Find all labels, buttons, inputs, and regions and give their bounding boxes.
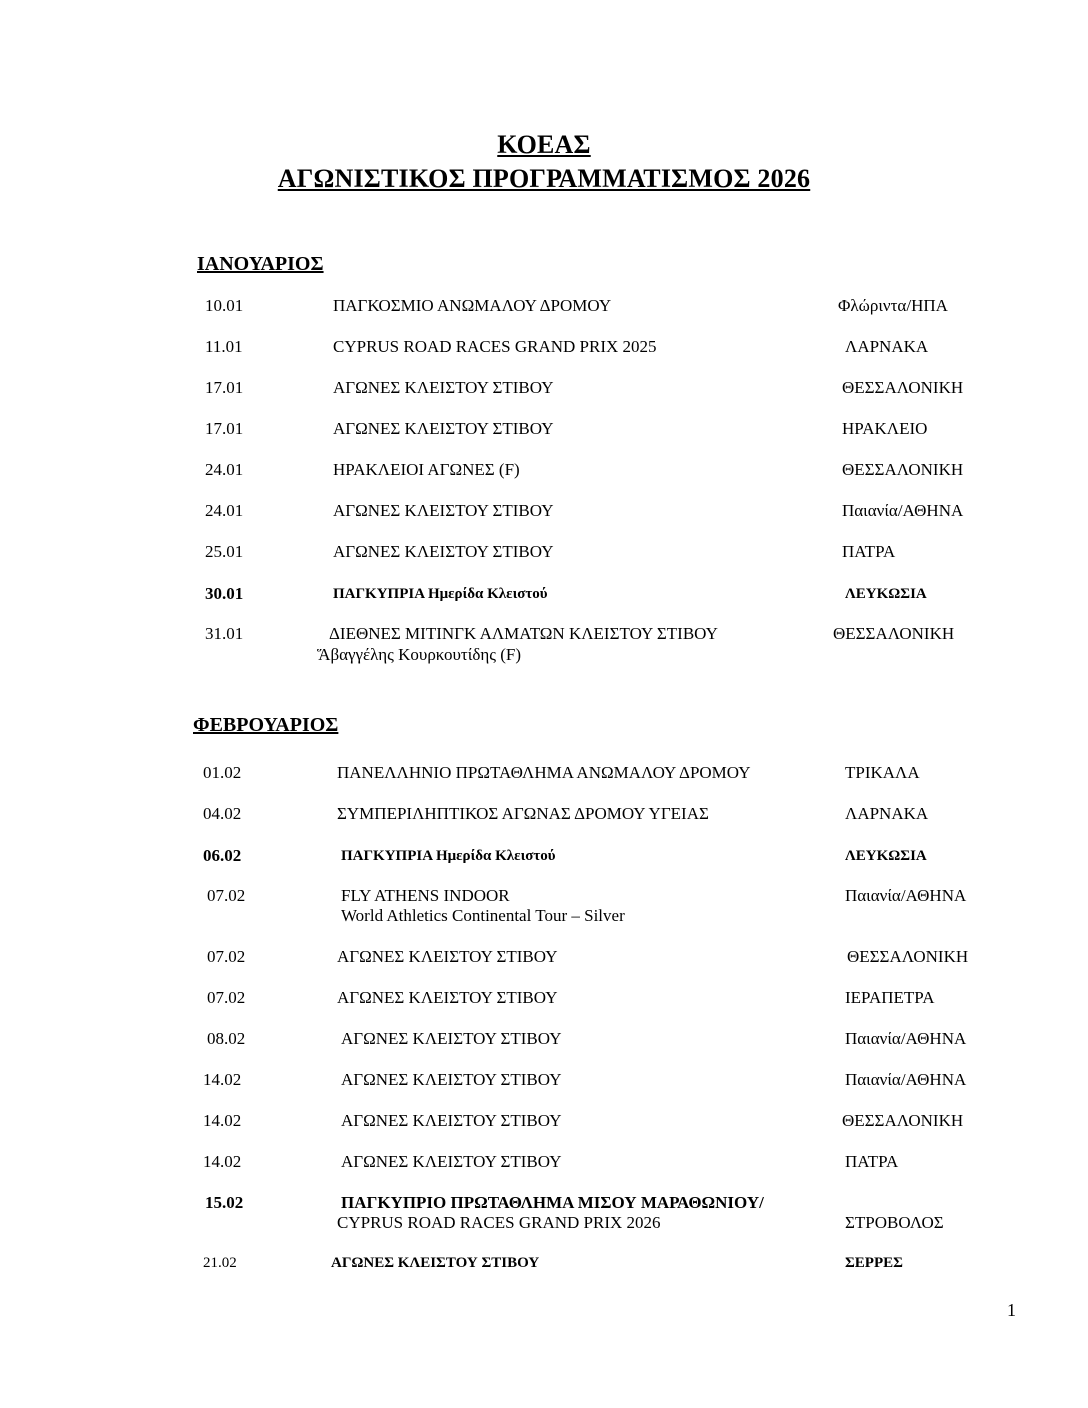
event-date: 14.02 [203, 1070, 242, 1089]
event-location: ΛΑΡΝΑΚΑ [845, 337, 929, 356]
event-location: ΗΡΑΚΛΕΙΟ [842, 419, 928, 438]
event-date: 14.02 [203, 1111, 242, 1130]
event-name: ΑΓΩΝΕΣ ΚΛΕΙΣΤΟΥ ΣΤΙΒΟΥ [341, 1111, 562, 1130]
event-name: ΑΓΩΝΕΣ ΚΛΕΙΣΤΟΥ ΣΤΙΒΟΥ [333, 501, 554, 520]
month-heading-january: ΙΑΝΟΥΑΡΙΟΣ [197, 253, 324, 275]
event-location: ΛΑΡΝΑΚΑ [845, 804, 929, 823]
event-location: Παιανία/ΑΘΗΝΑ [845, 1070, 967, 1089]
event-name: ΠΑΓΚΥΠΡΙΑ Ημερίδα Κλειστού [341, 848, 556, 864]
event-name-line2: CYPRUS ROAD RACES GRAND PRIX 2026 [337, 1213, 661, 1232]
event-location: ΣΕΡΡΕΣ [845, 1255, 903, 1271]
event-location: Παιανία/ΑΘΗΝΑ [845, 1029, 967, 1048]
event-location: ΘΕΣΣΑΛΟΝΙΚΗ [842, 460, 964, 479]
event-date: 14.02 [203, 1152, 242, 1171]
event-date: 17.01 [205, 378, 244, 397]
event-name: ΑΓΩΝΕΣ ΚΛΕΙΣΤΟΥ ΣΤΙΒΟΥ [337, 947, 558, 966]
event-location: Παιανία/ΑΘΗΝΑ [842, 501, 964, 520]
event-location: ΙΕΡΑΠΕΤΡΑ [845, 988, 935, 1007]
event-date: 24.01 [205, 460, 244, 479]
event-date: 01.02 [203, 763, 242, 782]
event-date: 11.01 [205, 337, 243, 356]
event-name: ΠΑΓΚΥΠΡΙΟ ΠΡΩΤΑΘΛΗΜΑ ΜΙΣΟΥ ΜΑΡΑΘΩΝΙΟΥ/ [341, 1193, 764, 1212]
event-date: 25.01 [205, 542, 244, 561]
event-name: ΑΓΩΝΕΣ ΚΛΕΙΣΤΟΥ ΣΤΙΒΟΥ [331, 1255, 540, 1271]
event-location: ΘΕΣΣΑΛΟΝΙΚΗ [842, 1111, 964, 1130]
event-location: Φλώριντα/ΗΠΑ [838, 296, 948, 315]
event-name: ΔΙΕΘΝΕΣ ΜΙΤΙΝΓΚ ΑΛΜΑΤΩΝ ΚΛΕΙΣΤΟΥ ΣΤΙΒΟΥ [329, 624, 718, 643]
event-name: ΑΓΩΝΕΣ ΚΛΕΙΣΤΟΥ ΣΤΙΒΟΥ [341, 1152, 562, 1171]
event-location: ΠΑΤΡΑ [845, 1152, 899, 1171]
event-date: 07.02 [207, 886, 246, 905]
event-name: CYPRUS ROAD RACES GRAND PRIX 2025 [333, 337, 657, 356]
event-name: ΑΓΩΝΕΣ ΚΛΕΙΣΤΟΥ ΣΤΙΒΟΥ [333, 419, 554, 438]
event-date: 30.01 [205, 584, 244, 603]
event-name: ΠΑΝΕΛΛΗΝΙΟ ΠΡΩΤΑΘΛΗΜΑ ΑΝΩΜΑΛΟΥ ΔΡΟΜΟΥ [337, 763, 751, 782]
event-location: ΣΤΡΟΒΟΛΟΣ [845, 1213, 944, 1232]
month-heading-february: ΦΕΒΡΟΥΑΡΙΟΣ [193, 714, 339, 736]
event-location: ΛΕΥΚΩΣΙΑ [845, 586, 927, 602]
event-name: ΗΡΑΚΛΕΙΟΙ ΑΓΩΝΕΣ (F) [333, 460, 520, 479]
event-location: ΠΑΤΡΑ [842, 542, 896, 561]
event-location: ΛΕΥΚΩΣΙΑ [845, 848, 927, 864]
page-number: 1 [1007, 1300, 1016, 1320]
event-date: 31.01 [205, 624, 244, 643]
event-name: ΠΑΓΚΟΣΜΙΟ ΑΝΩΜΑΛΟΥ ΔΡΟΜΟΥ [333, 296, 612, 315]
event-location: ΤΡΙΚΑΛΑ [845, 763, 920, 782]
event-date: 24.01 [205, 501, 244, 520]
event-date: 08.02 [207, 1029, 246, 1048]
document-title: ΚΟΕΑΣ [497, 130, 591, 159]
event-name: FLY ATHENS INDOOR [341, 886, 510, 905]
event-date: 07.02 [207, 988, 246, 1007]
event-name: ΣΥΜΠΕΡΙΛΗΠΤΙΚΟΣ ΑΓΩΝΑΣ ΔΡΟΜΟΥ ΥΓΕΙΑΣ [337, 804, 709, 823]
event-name: ΑΓΩΝΕΣ ΚΛΕΙΣΤΟΥ ΣΤΙΒΟΥ [337, 988, 558, 1007]
event-location: Παιανία/ΑΘΗΝΑ [845, 886, 967, 905]
event-date: 07.02 [207, 947, 246, 966]
document-subtitle: ΑΓΩΝΙΣΤΙΚΟΣ ΠΡΟΓΡΑΜΜΑΤΙΣΜΟΣ 2026 [277, 164, 811, 193]
event-location: ΘΕΣΣΑΛΟΝΙΚΗ [833, 624, 955, 643]
event-name: ΑΓΩΝΕΣ ΚΛΕΙΣΤΟΥ ΣΤΙΒΟΥ [333, 378, 554, 397]
event-name: ΑΓΩΝΕΣ ΚΛΕΙΣΤΟΥ ΣΤΙΒΟΥ [341, 1029, 562, 1048]
event-location: ΘΕΣΣΑΛΟΝΙΚΗ [847, 947, 969, 966]
event-name: ΑΓΩΝΕΣ ΚΛΕΙΣΤΟΥ ΣΤΙΒΟΥ [333, 542, 554, 561]
event-date: 21.02 [203, 1255, 237, 1271]
event-date: 04.02 [203, 804, 242, 823]
event-date: 15.02 [205, 1193, 244, 1212]
event-date: 06.02 [203, 846, 242, 865]
event-name: ΠΑΓΚΥΠΡΙΑ Ημερίδα Κλειστού [333, 586, 548, 602]
event-name-line2: World Athletics Continental Tour – Silver [341, 906, 625, 925]
event-date: 10.01 [205, 296, 244, 315]
event-location: ΘΕΣΣΑΛΟΝΙΚΗ [842, 378, 964, 397]
event-name-line2: Ἅβαγγέλης Κουρκουτίδης (F) [317, 645, 521, 664]
event-name: ΑΓΩΝΕΣ ΚΛΕΙΣΤΟΥ ΣΤΙΒΟΥ [341, 1070, 562, 1089]
event-date: 17.01 [205, 419, 244, 438]
